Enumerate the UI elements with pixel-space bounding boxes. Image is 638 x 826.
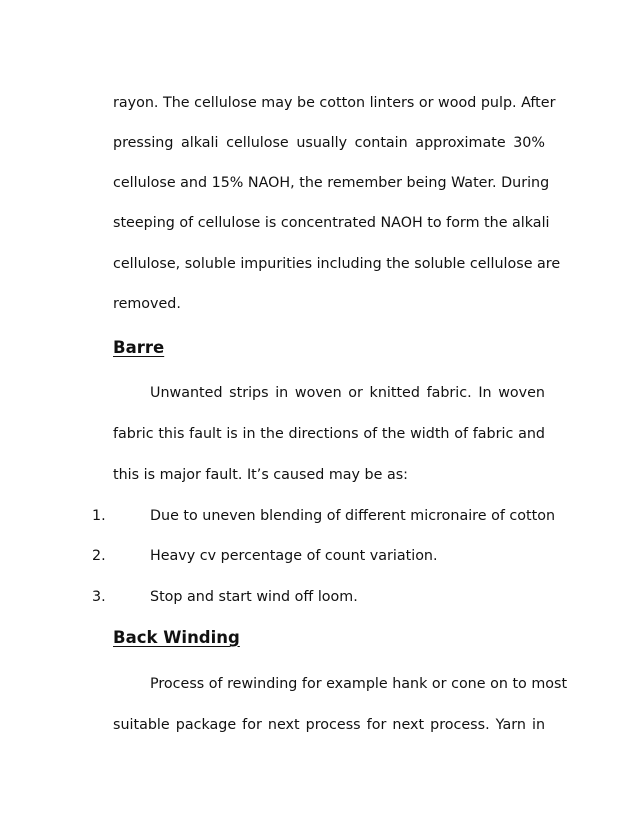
list-item-text: Stop and start wind off loom. (150, 589, 358, 605)
list-item-text: Due to uneven blending of different micronaire of cotton (150, 508, 556, 524)
paragraph-line: cellulose, soluble impurities including the soluble cellulose are (113, 256, 561, 272)
list-item-text: Heavy cv percentage of count variation. (150, 548, 438, 564)
paragraph-line: suitable package for next process for next process. Yarn in (113, 717, 545, 733)
paragraph-line: cellulose and 15% NAOH, the remember being Water. During (113, 175, 550, 191)
paragraph-line: Unwanted strips in woven or knitted fabric. In woven (150, 385, 545, 401)
paragraph-line: removed. (113, 296, 181, 312)
paragraph-line: this is major fault. It’s caused may be as: (113, 467, 408, 483)
paragraph-line: Process of rewinding for example hank or cone on to most (150, 676, 568, 692)
section-heading-barre: Barre (113, 338, 165, 357)
list-item-number: 3. (92, 589, 106, 605)
list-item-number: 2. (92, 548, 106, 564)
paragraph-line: pressing alkali cellulose usually contain approximate 30% (113, 135, 545, 151)
list-item-number: 1. (92, 508, 106, 524)
paragraph-line: fabric this fault is in the directions of the width of fabric and (113, 426, 545, 442)
paragraph-line: steeping of cellulose is concentrated NAOH to form the alkali (113, 215, 550, 231)
paragraph-line: rayon. The cellulose may be cotton linters or wood pulp. After (113, 95, 556, 111)
section-heading-back-winding: Back Winding (113, 628, 240, 647)
